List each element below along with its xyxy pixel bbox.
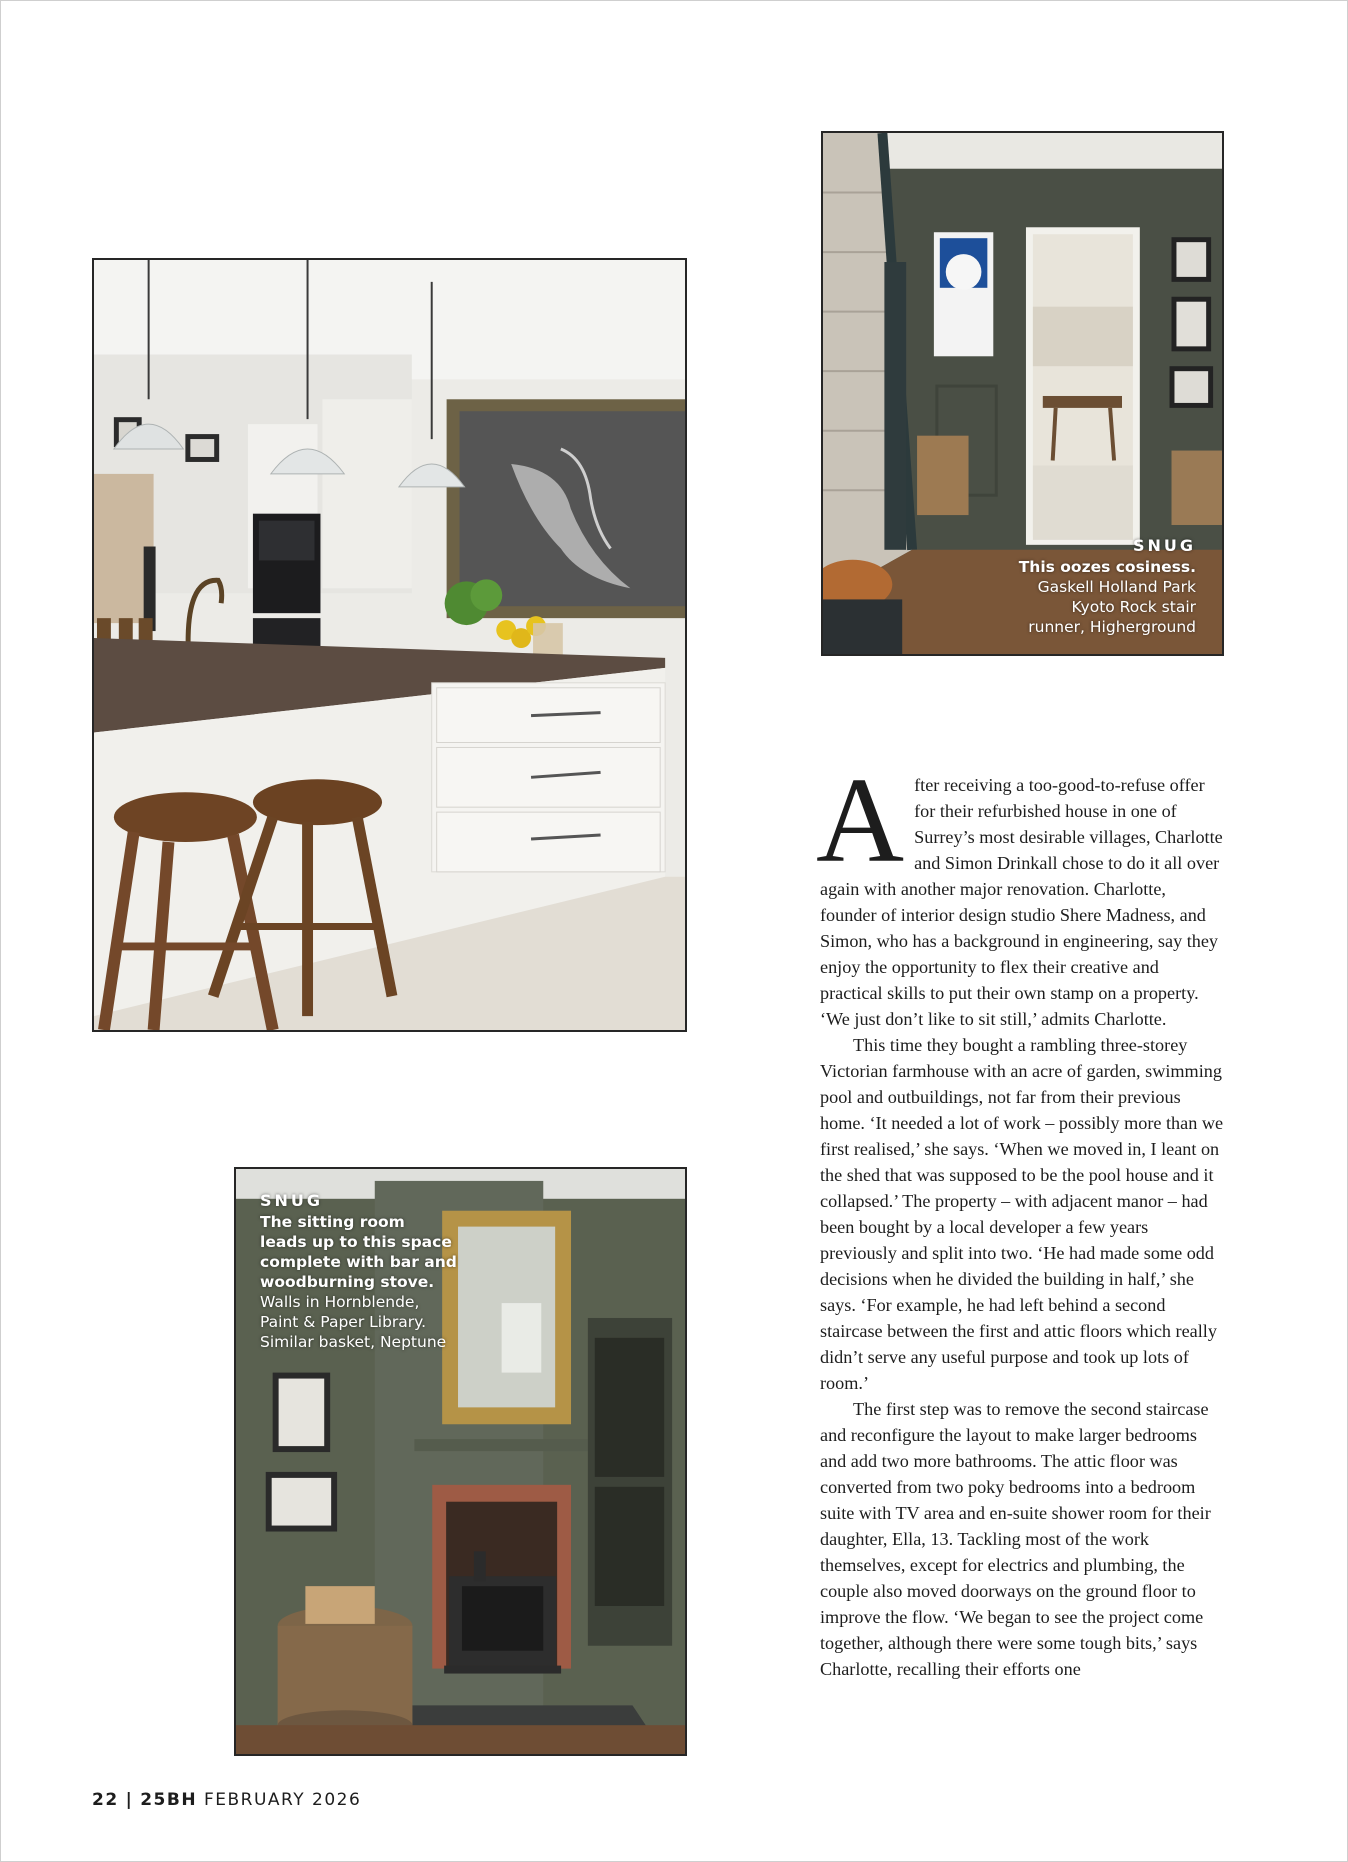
article-paragraph-3: The first step was to remove the second staircase and reconfigure the layout to make larger bedrooms and add two more bathrooms. The attic floor was converted from two poky bedrooms into a bedroom suite with TV area and en-suite shower room for their daughter, Ella, 13. Tackling most of the work themselves, except for electrics and plumbing, the couple also moved doorways on the ground floor to improve the flow. ‘We began to see the project come together, although there were some tough bits,’ says Charlotte, recalling their efforts one xyxy=(820,1399,1211,1679)
snug-caption-tag: SNUG xyxy=(260,1191,324,1210)
hallway-caption xyxy=(966,536,1196,637)
hallway-caption-line: Kyoto Rock stair xyxy=(1071,598,1196,616)
snug-caption-headline-line: leads up to this space xyxy=(260,1233,452,1251)
kitchen-photo xyxy=(92,258,687,1032)
snug-caption-line: Walls in Hornblende, xyxy=(260,1293,420,1311)
hallway-caption-line: Gaskell Holland Park xyxy=(1037,578,1196,596)
article-body xyxy=(816,753,1224,1682)
footer-separator: | xyxy=(125,1790,134,1810)
article-paragraph-2: This time they bought a rambling three-storey Victorian farmhouse with an acre of garden, swimming pool and outbuildings, not far from their previous home. ‘It needed a lot of work – possibly more than we first realised,’ she says. ‘When we moved in, I leant on the shed that was supposed to be the pool house and it collapsed.’ The property – with adjacent manor – had been bought by a local developer a few years previously and split into two. ‘He had made some odd decisions when he divided the building in half,’ she says. ‘For example, he had left behind a second staircase between the first and attic floors which really didn’t serve any useful purpose and took up lots of room.’ xyxy=(820,1035,1224,1393)
hallway-caption-line: runner, Higherground xyxy=(1028,618,1196,636)
snug-caption-headline-line: complete with bar and xyxy=(260,1253,457,1271)
kitchen-illustration xyxy=(94,260,685,1030)
snug-caption-headline-line: The sitting room xyxy=(260,1213,405,1231)
article-paragraph-1 xyxy=(816,753,1224,1032)
page-number: 22 xyxy=(92,1790,119,1810)
page-footer xyxy=(92,1790,361,1810)
issue-date: FEBRUARY 2026 xyxy=(203,1790,362,1810)
hallway-photo xyxy=(821,131,1224,656)
snug-caption-line: Paint & Paper Library. xyxy=(260,1313,427,1331)
snug-caption-headline-line: woodburning stove. xyxy=(260,1273,435,1291)
drop-cap: A xyxy=(816,753,905,888)
snug-caption xyxy=(260,1191,460,1352)
snug-photo xyxy=(234,1167,687,1756)
hallway-caption-headline: This oozes cosiness. xyxy=(1018,558,1196,576)
paragraph-text: fter receiving a too-good-to-refuse offer for their refurbished house in one of Surrey’s most desirable villages, Charlotte and Simon Drinkall chose to do it all over again with another major renovation. Charlotte, founder of interior design studio Shere Madness, and Simon, who has a background in engineering, say they enjoy the opportunity to flex their creative and practical skills to put their own stamp on a property. ‘We just don’t like to sit still,’ admits Charlotte. xyxy=(820,775,1223,1029)
hallway-caption-tag: SNUG xyxy=(1132,536,1196,555)
snug-caption-line: Similar basket, Neptune xyxy=(260,1333,447,1351)
magazine-name: 25BH xyxy=(140,1790,198,1810)
